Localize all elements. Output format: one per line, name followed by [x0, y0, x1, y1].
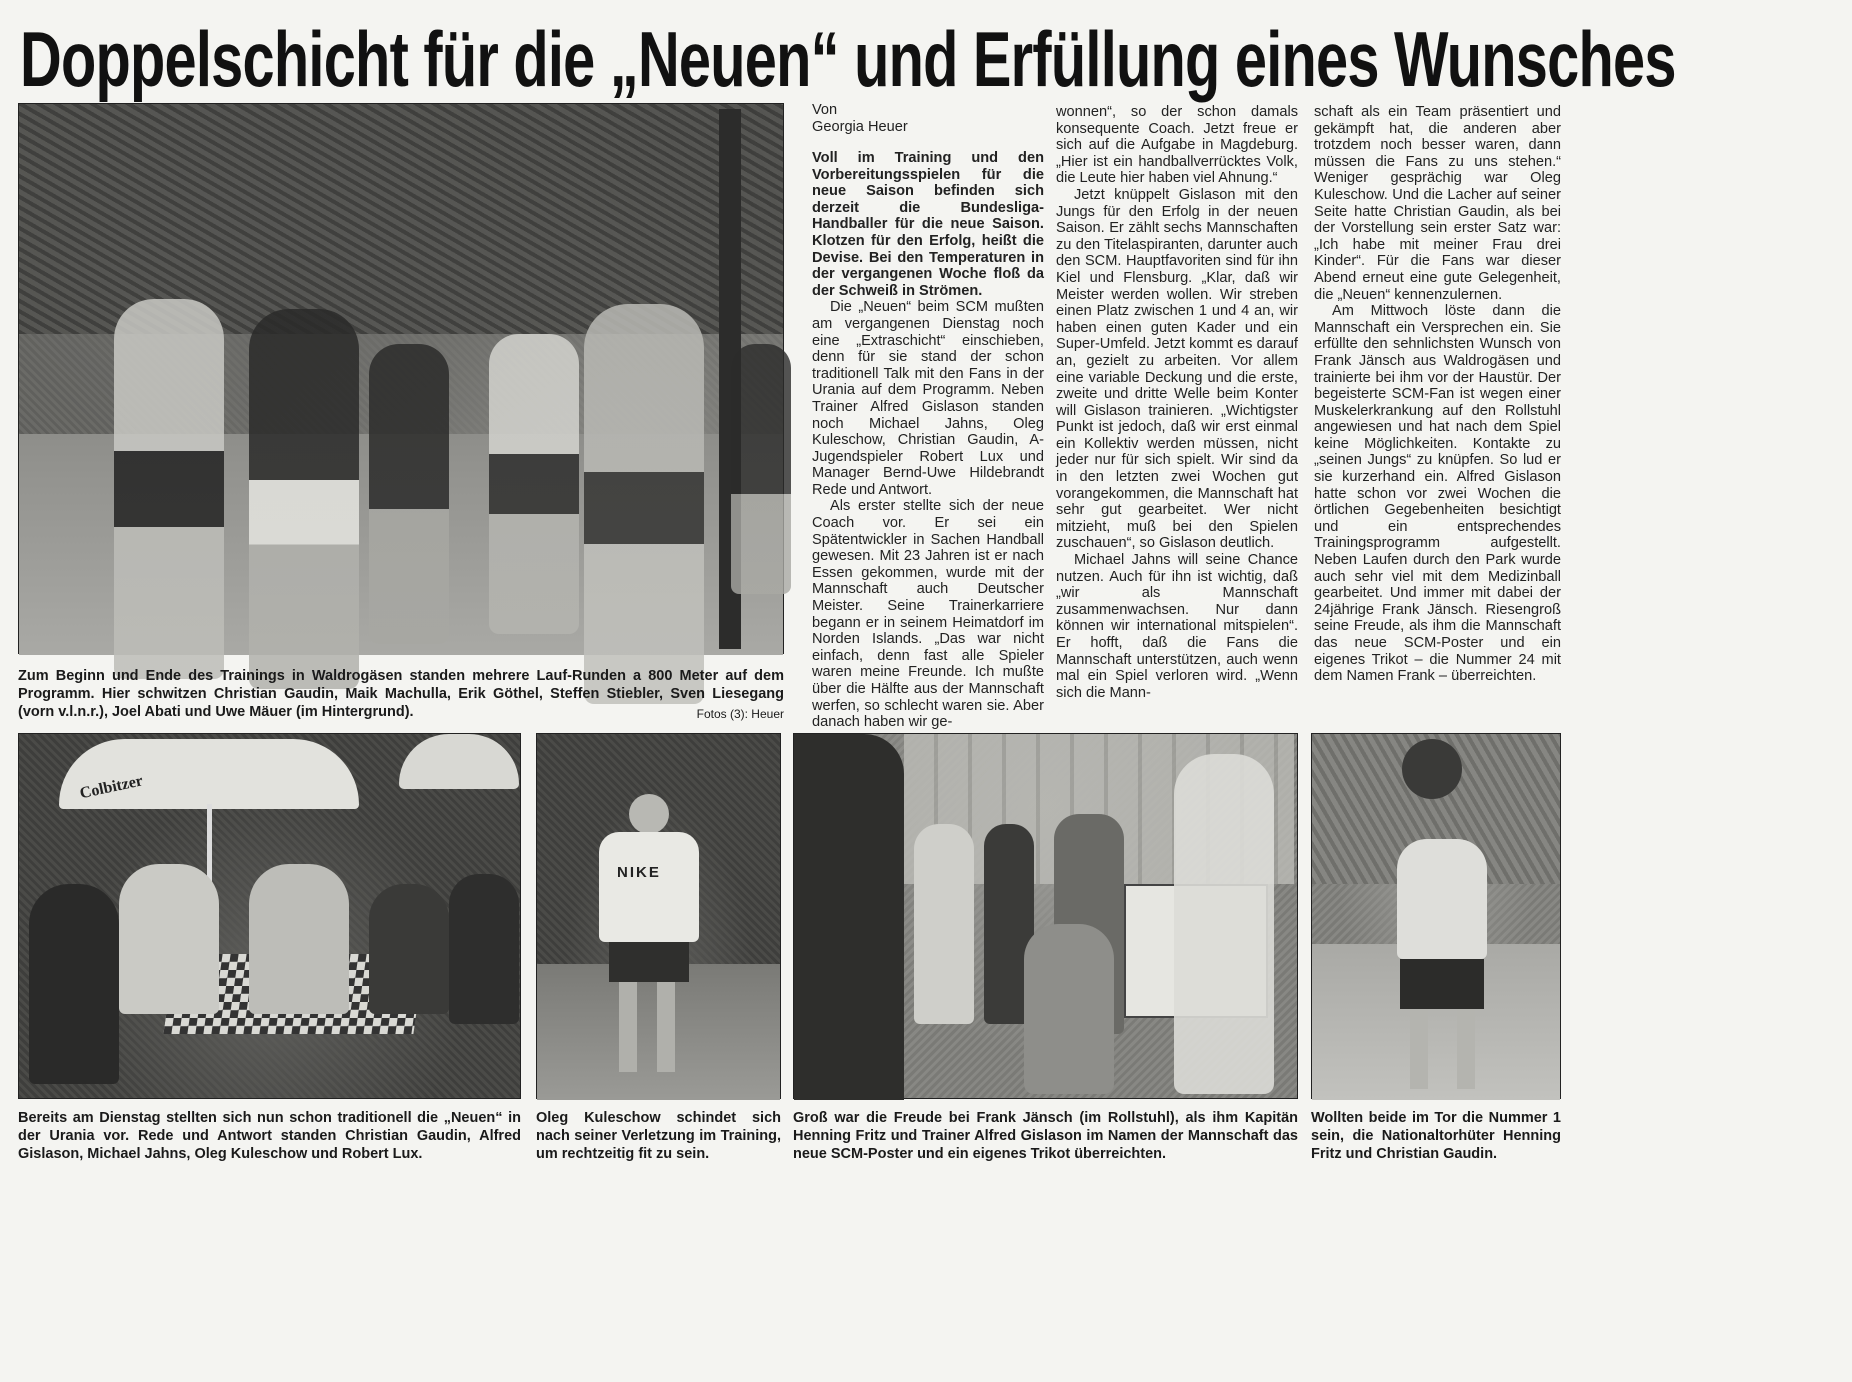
byline-author: Georgia Heuer [812, 119, 908, 135]
article-paragraph-6: schaft als ein Team präsentiert und gekämpft hat, die anderen aber trotzdem noch besser waren, dann müssen die Fans zu uns stehen.“ Weniger gesprächig war Oleg Kuleschow. Und die Lacher auf seiner Seite hatte Christian Gaudin, als bei der Vorstellung sein erster Satz war: „Ich habe mit meiner Frau drei Kinder“. Für die Fans war dieser Abend erneut eine gute Gelegenheit, die „Neuen“ kennenzulernen. [1314, 104, 1561, 303]
photo-urania-talk-caption: Bereits am Dienstag stellten sich nun schon traditionell die „Neuen“ in der Urania vor. Rede und Antwort standen Christian Gaudin, Alfred Gislason, Michael Jahns, Oleg Kuleschow und Robert Lux. [18, 1110, 521, 1162]
umbrella-brand: Colbitzer [78, 772, 145, 803]
photo-goalkeepers-caption: Wollten beide im Tor die Nummer 1 sein, die Nationaltorhüter Henning Fritz und Christian Gaudin. [1311, 1110, 1561, 1162]
photo-poster-handover [793, 733, 1298, 1099]
article-paragraph-4: Jetzt knüppelt Gislason mit den Jungs für den Erfolg in der neuen Saison. Er zählt sechs Mannschaften zu den Titelaspiranten, darunter auch den SCM. Hauptfavoriten sind für ihn Kiel und Flensburg. „Klar, daß wir Meister werden wollen. Wir streben einen Platz zwischen 1 und 4 an, wir haben einen guten Kader und ein Super-Umfeld. Jetzt kommt es darauf an, gezielt zu arbeiten. Vor allem eine variable Deckung und die erste, zweite und dritte Welle beim Konter will Gislason trainieren. „Wichtigster Punkt ist jedoch, daß wir erst einmal ein Kollektiv werden müssen, nicht jeder nur für sich spielt. Wir sind da in den letzten zwei Wochen gut vorangekommen, die Mannschaft hat sehr gut gearbeitet. Wer nicht mitzieht, muß bei den Spielen zuschauen“, so Gislason deutlich. [1056, 186, 1298, 552]
article-paragraph-3: wonnen“, so der schon damals konsequente Coach. Jetzt freue er sich auf die Aufgabe in Magdeburg. „Hier ist ein handballverrücktes Volk, die Leute hier haben viel Ahnung.“ [1056, 104, 1298, 187]
photo-kuleschow-training-caption: Oleg Kuleschow schindet sich nach seiner Verletzung im Training, um rechtzeitig fit zu sein. [536, 1110, 781, 1162]
photo-team-running [18, 103, 784, 654]
photo-team-running-caption: Zum Beginn und Ende des Trainings in Waldrogäsen standen mehrere Lauf-Runden a 800 Meter auf dem Programm. Hier schwitzen Christian Gaudin, Maik Machulla, Erik Göthel, Steffen Stiebler, Sven Liesegang (vorn v.l.n.r.), Joel Abati und Uwe Mäuer (im Hintergrund). [18, 668, 784, 720]
photo-kuleschow-training [536, 733, 781, 1099]
article-paragraph-2: Als erster stellte sich der neue Coach vor. Er sei ein Spätentwickler in Sachen Handball gewesen. Mit 23 Jahren ist er nach Essen gekommen, wurde mit der Mannschaft auch Deutscher Meister. Seine Trainerkarriere begann er in seinem Heimatdorf im Norden Islands. „Das war nicht einfach, denn fast alle Spieler waren meine Freunde. Ich mußte über die Hälfte aus der Mannschaft werfen, so schlecht waren sie. Aber danach haben wir ge- [812, 498, 1044, 731]
article-paragraph-5: Michael Jahns will seine Chance nutzen. Auch für ihn ist wichtig, daß „wir als Mannschaft zusammenwachsen. Nur dann können wir international mitspielen“. Er hofft, daß die Fans die Mannschaft unterstützen, auch wenn mal ein Spiel verloren wird. „Wenn sich die Mann- [1056, 552, 1298, 701]
byline-von: Von [812, 102, 838, 118]
photo-urania-talk [18, 733, 521, 1099]
article-lead: Voll im Training und den Vorbereitungsspielen für die neue Saison befinden sich derzeit die Bundesliga-Handballer für die neue Saison. Klotzen für den Erfolg, heißt die Devise. Bei den Temperaturen in der vergangenen Woche floß da der Schweiß in Strömen. [812, 150, 1044, 299]
article-column-1 [812, 102, 1044, 731]
article-paragraph-7: Am Mittwoch löste dann die Mannschaft ein Versprechen ein. Sie erfüllte den sehnlichsten Wunsch von Frank Jänsch aus Waldrogäsen und trainierte bei ihm vor der Haustür. Der begeisterte SCM-Fan ist wegen einer Muskelerkrankung auf den Rollstuhl angewiesen und hat nach dem Spiel keine Möglichkeiten. Kontakte zu „seinen Jungs“ zu knüpfen. So lud er sie kurzerhand ein. Alfred Gislason hatte schon vor zwei Wochen die örtlichen Gegebenheiten besichtigt und ein entsprechendes Trainingsprogramm aufgestellt. Neben Laufen durch den Park wurde auch sehr viel mit dem Medizinball gearbeitet. Und immer mit dabei der 24jährige Frank Jänsch. Riesengroß seine Freude, als ihm die Mannschaft das neue SCM-Poster und ein eigenes Trikot – die Nummer 24 mit dem Namen Frank – überreichten. [1314, 303, 1561, 685]
photo-goalkeepers [1311, 733, 1561, 1099]
shirt-print: NIKE [617, 864, 661, 881]
article-column-3 [1314, 104, 1561, 722]
photo-poster-handover-caption: Groß war die Freude bei Frank Jänsch (im Rollstuhl), als ihm Kapitän Henning Fritz und Trainer Alfred Gislason im Namen der Mannschaft das neue SCM-Poster und ein eigenes Trikot überreichten. [793, 1110, 1298, 1162]
article-paragraph-1: Die „Neuen“ beim SCM mußten am vergangenen Dienstag noch eine „Extraschicht“ einschieben, denn für sie stand der schon traditionell Talk mit den Fans in der Urania auf dem Programm. Neben Trainer Alfred Gislason standen noch Michael Jahns, Oleg Kuleschow, Christian Gaudin, A-Jugendspieler Robert Lux und Manager Bernd-Uwe Hildebrandt Rede und Antwort. [812, 299, 1044, 498]
article-column-2 [1056, 104, 1298, 722]
headline: Doppelschicht für die „Neuen“ und Erfüllung eines Wunsches [20, 15, 1676, 103]
photo-credit: Fotos (3): Heuer [696, 707, 784, 721]
